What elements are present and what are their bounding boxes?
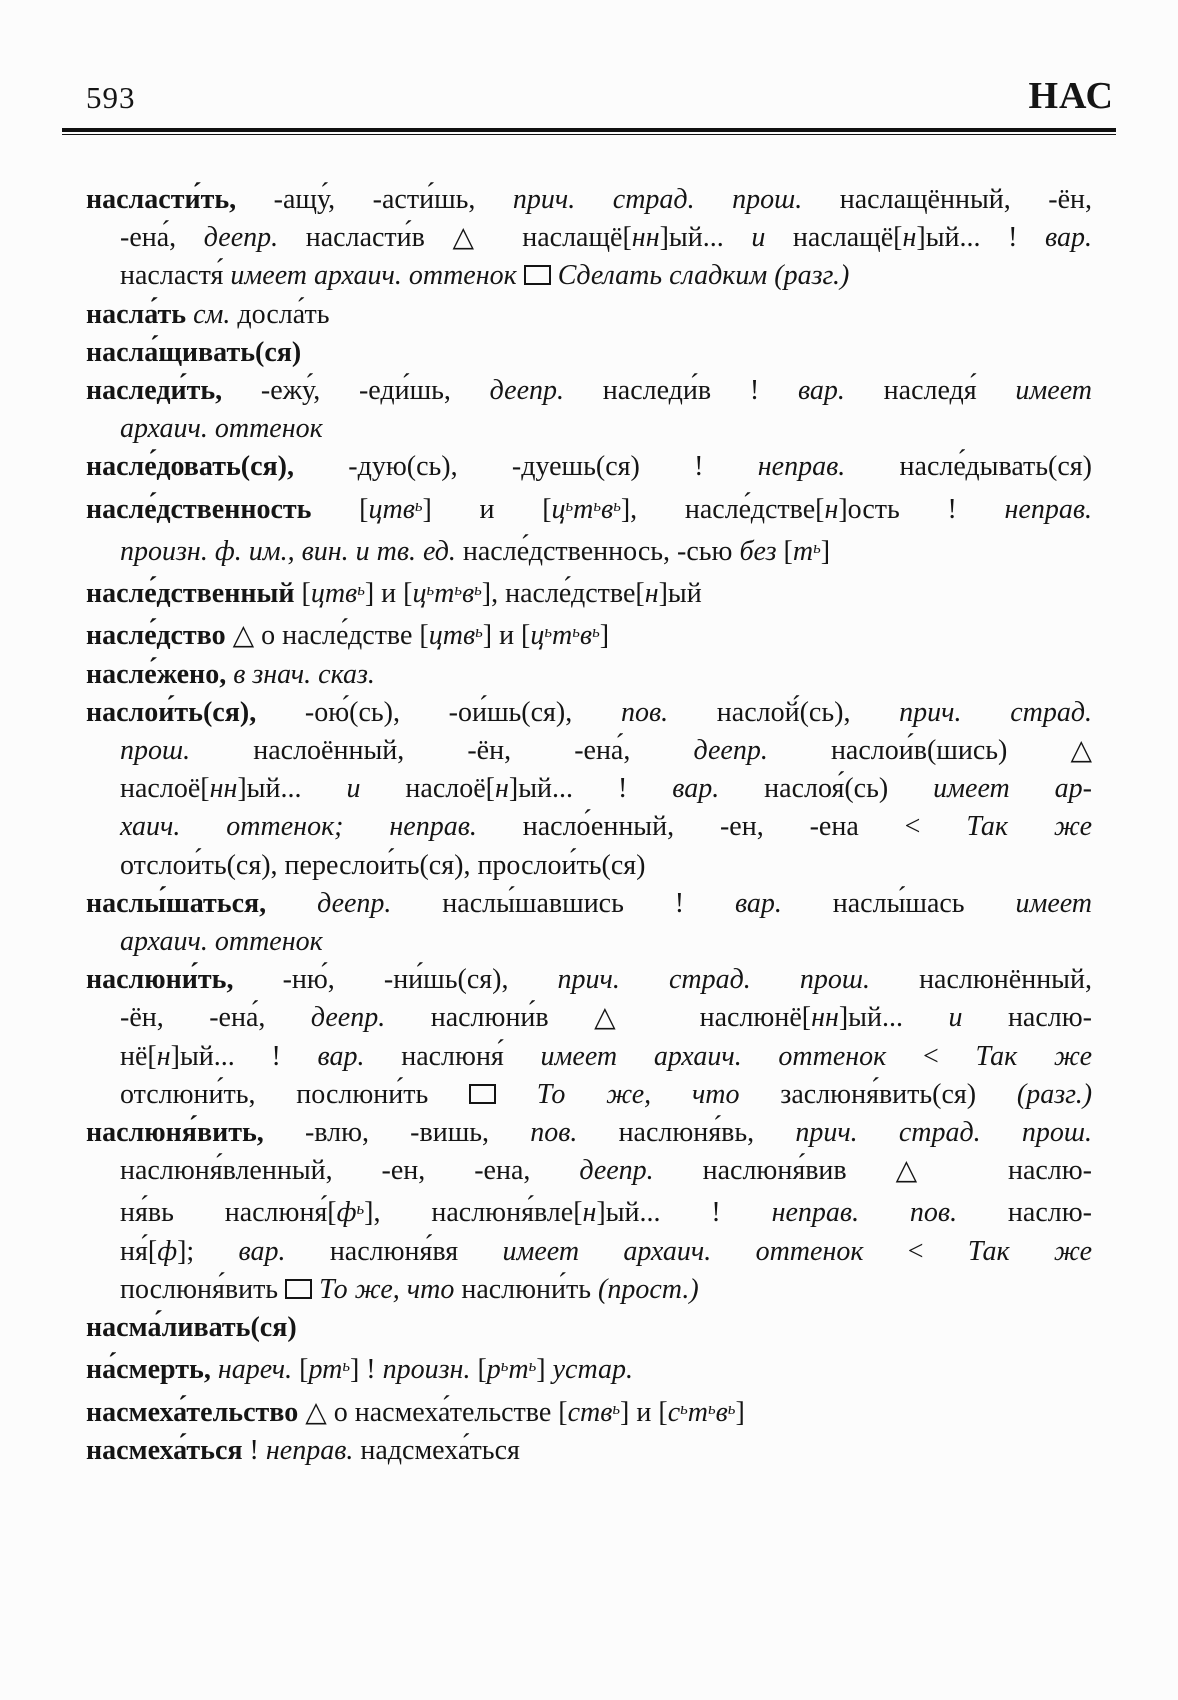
entry-segment: [: [776, 535, 793, 567]
entry-segment: имеет: [1015, 887, 1093, 919]
entry-segment: ] !: [349, 1354, 383, 1386]
entry-segment: ь: [593, 495, 602, 515]
entry-segment: надсмеха́ться: [353, 1434, 520, 1466]
entry-segment: ь: [544, 622, 553, 642]
headword: насле́дственный: [86, 578, 295, 610]
entry-segment: вар.: [1045, 222, 1093, 254]
entry-line: [86, 923, 1092, 961]
entry-segment: наслюня́: [364, 1040, 541, 1072]
entry-segment: имеет архаич. оттенок: [502, 1235, 864, 1267]
entry-segment: наследи́в !: [564, 375, 798, 407]
entry-segment: вар.: [672, 773, 720, 805]
entry-segment: цтв: [310, 578, 358, 610]
entry-segment: т: [508, 1354, 529, 1386]
entry-segment: ]ый: [658, 578, 702, 610]
entry-segment: наслюня́вив △ наслю-: [653, 1155, 1093, 1187]
entry-segment: наслюни́в △ наслюнё[: [385, 1002, 812, 1034]
entry-segment: наслой́(сь),: [668, 696, 900, 728]
entry-segment: ь: [528, 1356, 537, 1376]
entry-segment: ]ый...: [838, 1002, 949, 1034]
entry-segment: ь: [342, 1356, 350, 1376]
guide-word: НАС: [1028, 75, 1114, 117]
entry-segment: -влю, -вишь,: [263, 1117, 531, 1149]
entry-line: [86, 1152, 1092, 1190]
entry-segment: ]ый... !: [508, 773, 673, 805]
entry-segment: ц: [412, 578, 427, 610]
entry-segment: ] и [: [620, 1396, 668, 1428]
entry-segment: -ён, -ена́,: [120, 1002, 311, 1034]
entry-segment: наслоя́(сь): [719, 773, 934, 805]
entry-line: [86, 1076, 1092, 1114]
entry-segment: деепр.: [310, 1002, 386, 1034]
entry-segment: прич. страд. прош.: [512, 184, 803, 215]
headword: насла́щивать(ся): [86, 336, 302, 368]
entry-segment: наслащённый, -ён,: [802, 184, 1092, 215]
headword: насле́дство: [86, 620, 226, 652]
entry-segment: Так же: [975, 1040, 1092, 1072]
entry-line: [86, 1309, 1092, 1347]
entry-segment: вар.: [797, 375, 845, 407]
entry-segment: наслюня́вь,: [577, 1117, 796, 1149]
header-rule: [62, 128, 1116, 136]
entry-line: [86, 487, 1092, 529]
entry-segment: То же, что: [319, 1273, 455, 1305]
entry-segment: насласти́в △ наслащё[: [278, 222, 632, 254]
entry-segment: отслюни́ть, послюни́ть: [120, 1078, 469, 1110]
entry-segment: имеет: [1015, 375, 1092, 407]
entry-segment: и: [751, 222, 766, 254]
entry-segment: ь: [500, 1356, 509, 1376]
entry-segment: ь: [454, 580, 462, 600]
entry-segment: неправ.: [757, 451, 846, 483]
entry-line: [86, 770, 1092, 808]
definition-box-icon: [524, 265, 551, 285]
entry-segment: т: [687, 1396, 708, 1428]
entry-segment: прич. страд. прош.: [557, 964, 870, 996]
entry-segment: наслои́в(шись) △: [767, 735, 1092, 767]
entry-line: [86, 571, 1092, 613]
running-head: [62, 75, 1116, 124]
entry-segment: ь: [565, 495, 574, 515]
entry-segment: пов.: [620, 696, 669, 728]
entry-segment: Сделать сладким (разг.): [557, 260, 850, 292]
entry-segment: ь: [612, 1398, 621, 1418]
entry-line: [86, 808, 1092, 846]
entry-line: [86, 613, 1092, 655]
entry-segment: △ о насле́дстве [: [225, 620, 429, 652]
entry-segment: [496, 1079, 537, 1110]
headword: на́смерть,: [86, 1354, 211, 1386]
entry-segment: т: [792, 535, 814, 567]
entry-line: [86, 1190, 1092, 1232]
headword: насла́ть: [86, 298, 187, 330]
entry-segment: архаич. оттенок: [120, 926, 323, 958]
entry-segment: н: [824, 493, 839, 525]
entry-line: [86, 1114, 1092, 1152]
headword: наслы́шаться,: [86, 887, 267, 919]
entry-segment: деепр.: [579, 1155, 654, 1187]
entry-segment: насло́енный, -ен, -ена <: [476, 811, 967, 843]
header-rule-thin: [62, 134, 1116, 136]
headword: насмеха́тельство: [86, 1396, 299, 1428]
entry-segment: рт: [308, 1354, 343, 1386]
entry-line: [86, 885, 1092, 923]
entry-segment: ф: [336, 1197, 357, 1229]
entry-segment: отслои́ть(ся), переслои́ть(ся), прослои́ть(ся): [120, 849, 646, 881]
entry-segment: ]: [599, 620, 610, 652]
entry-segment: -ою́(сь), -ои́шь(ся),: [256, 696, 621, 728]
entry-line: [86, 448, 1092, 486]
entry-segment: ], насле́дстве[: [481, 578, 645, 610]
entry-line: [86, 1347, 1092, 1389]
entry-line: [86, 372, 1092, 410]
headword: наслюни́ть,: [86, 964, 234, 996]
entry-segment: [: [470, 1354, 487, 1386]
entry-segment: ]ый... !: [170, 1040, 318, 1072]
entry-segment: деепр.: [489, 375, 565, 407]
entry-segment: ь: [356, 1199, 365, 1219]
entry-segment: насластя́: [120, 260, 231, 292]
entry-segment: ств: [567, 1396, 613, 1428]
entry-segment: см.: [193, 298, 231, 330]
entry-segment: т: [434, 578, 455, 610]
entry-segment: -ена́,: [120, 222, 204, 254]
entry-segment: архаич. оттенок: [120, 413, 323, 445]
entry-segment: △ о насмеха́тельстве [: [298, 1396, 568, 1428]
entry-segment: ь: [680, 1398, 688, 1418]
page-number: 593: [86, 80, 136, 115]
entry-segment: с: [667, 1396, 681, 1428]
entry-line: [86, 694, 1092, 732]
entry-segment: (прост.): [598, 1273, 699, 1305]
entry-segment: неправ. пов.: [771, 1197, 958, 1229]
entry-segment: ], насле́дстве[: [620, 493, 825, 525]
entry-segment: ]: [536, 1354, 553, 1386]
entry-segment: Так же: [966, 811, 1092, 843]
entry-text: [86, 181, 1092, 1470]
entry-segment: ь: [813, 537, 821, 557]
entry-segment: прич. страд. прош.: [795, 1117, 1092, 1149]
entry-segment: в: [715, 1396, 728, 1428]
entry-line: [86, 1390, 1092, 1432]
entry-segment: [: [311, 493, 369, 525]
entry-segment: наслы́шась: [781, 887, 1016, 919]
entry-segment: цтв: [368, 493, 415, 525]
entry-line: [86, 181, 1092, 219]
entry-segment: -ежу́, -еди́шь,: [222, 375, 490, 407]
entry-segment: в знач. сказ.: [233, 658, 375, 690]
entry-segment: ц: [530, 620, 545, 652]
entry-segment: ]ый... !: [916, 222, 1046, 254]
entry-segment: неправ.: [265, 1434, 354, 1466]
entry-segment: [: [294, 578, 311, 610]
headword: насмеха́ться: [86, 1434, 243, 1466]
entry-segment: ь: [572, 622, 580, 642]
entry-line: [86, 334, 1092, 372]
entry-segment: [551, 260, 558, 291]
entry-segment: наслюня́вленный, -ен, -ена,: [120, 1155, 580, 1187]
entry-segment: н: [902, 222, 917, 254]
entry-segment: ц: [551, 493, 566, 525]
entry-segment: -ню́, -ни́шь(ся),: [233, 964, 558, 996]
headword: насле́дственность: [86, 493, 312, 525]
entry-segment: послюня́вить: [120, 1273, 286, 1305]
entry-segment: ];: [177, 1235, 239, 1267]
entry-segment: произн.: [382, 1354, 471, 1386]
entry-segment: <: [886, 1040, 976, 1072]
entry-segment: наслы́шавшись !: [391, 887, 735, 919]
entry-line: [86, 257, 1092, 295]
definition-box-icon: [285, 1279, 312, 1299]
entry-line: [86, 732, 1092, 770]
headword: насле́довать(ся),: [86, 451, 294, 483]
entry-segment: пов.: [530, 1117, 578, 1149]
entry-segment: наследя́: [844, 375, 1016, 407]
entry-segment: неправ.: [1004, 493, 1092, 525]
entry-segment: нареч.: [217, 1354, 293, 1386]
entry-segment: [266, 888, 317, 919]
entry-segment: прич. страд.: [899, 696, 1093, 728]
entry-segment: То же, что: [536, 1078, 740, 1110]
entry-segment: ь: [475, 622, 483, 642]
entry-line: [86, 1271, 1092, 1309]
entry-segment: [: [292, 1354, 309, 1386]
entry-segment: наслащё[: [765, 222, 903, 254]
entry-segment: ]ый...: [659, 222, 752, 254]
entry-segment: ь: [474, 580, 482, 600]
entry-segment: (разг.): [1016, 1078, 1093, 1110]
entry-segment: вар.: [238, 1235, 286, 1267]
entry-segment: вар.: [734, 887, 782, 919]
entry-line: [86, 847, 1092, 885]
headword: насласти́ть,: [86, 184, 237, 215]
entry-segment: ь: [592, 622, 600, 642]
entry-segment: ня́[: [120, 1235, 158, 1267]
entry-segment: ], наслюня́вле[: [364, 1197, 583, 1229]
entry-segment: имеет архаич. оттенок: [230, 260, 517, 292]
entry-segment: вар.: [317, 1040, 365, 1072]
entry-segment: хаич. оттенок; неправ.: [120, 811, 477, 843]
entry-segment: в: [601, 493, 614, 525]
entry-segment: заслюня́вить(ся): [739, 1078, 1017, 1110]
entry-segment: без: [739, 535, 777, 567]
entry-segment: ]ый... !: [596, 1197, 772, 1229]
entry-segment: в: [579, 620, 593, 652]
headword: наслюня́вить,: [86, 1117, 264, 1149]
definition-box-icon: [469, 1084, 496, 1104]
entry-line: [86, 529, 1092, 571]
entry-segment: имеет ар-: [933, 773, 1092, 805]
entry-segment: [517, 260, 524, 291]
entry-segment: произн. ф. им., вин. и тв. ед.: [120, 535, 456, 567]
entry-segment: нн: [209, 773, 238, 805]
entry-segment: наслюня́вя: [285, 1235, 503, 1267]
entry-segment: -ащу́, -асти́шь,: [236, 184, 513, 215]
entry-segment: прош.: [120, 735, 191, 767]
entry-line: [86, 1432, 1092, 1470]
entry-segment: Так же: [967, 1235, 1092, 1267]
headword: насма́ливать(ся): [86, 1312, 297, 1344]
entry-segment: ь: [426, 580, 435, 600]
entry-segment: н: [582, 1197, 597, 1229]
entry-segment: наслюнённый,: [870, 964, 1092, 996]
entry-segment: насле́дственнось, -сью: [455, 535, 740, 567]
entry-segment: наслюни́ть: [454, 1273, 599, 1305]
entry-line: [86, 999, 1092, 1037]
entry-segment: и: [948, 1002, 963, 1034]
entry-segment: имеет архаич. оттенок: [540, 1040, 887, 1072]
entry-segment: в: [461, 578, 475, 610]
entry-segment: т: [552, 620, 573, 652]
entry-segment: [211, 1354, 218, 1385]
entry-line: [86, 296, 1092, 334]
entry-segment: -дую(сь), -дуешь(ся) !: [293, 451, 758, 483]
entry-line: [86, 410, 1092, 448]
entry-segment: ь: [414, 495, 423, 515]
entry-segment: ня́вь наслюня́[: [120, 1197, 337, 1229]
entry-segment: нё[: [120, 1040, 157, 1072]
entry-segment: наслоё[: [360, 773, 495, 805]
entry-segment: ь: [357, 580, 365, 600]
headword: наследи́ть,: [86, 375, 223, 407]
entry-segment: устар.: [552, 1354, 634, 1386]
entry-segment: !: [242, 1434, 266, 1466]
entry-segment: н: [494, 773, 509, 805]
entry-segment: деепр.: [693, 735, 768, 767]
entry-line: [86, 1038, 1092, 1076]
entry-segment: ь: [727, 1398, 736, 1418]
entry-line: [86, 961, 1092, 999]
entry-segment: нн: [811, 1002, 839, 1034]
entry-segment: деепр.: [203, 222, 279, 254]
entry-segment: ] и [: [364, 578, 413, 610]
entry-segment: досла́ть: [230, 298, 330, 330]
entry-segment: наслю-: [962, 1002, 1093, 1034]
entry-segment: ] и [: [482, 620, 531, 652]
entry-segment: р: [486, 1354, 501, 1386]
entry-line: [86, 656, 1092, 694]
entry-segment: ]: [735, 1396, 745, 1428]
entry-line: [86, 1233, 1092, 1271]
entry-segment: цтв: [428, 620, 476, 652]
header-rule-thick: [62, 128, 1116, 132]
entry-segment: ] и [: [422, 493, 552, 525]
entry-segment: ь: [708, 1398, 716, 1418]
entry-segment: насле́дывать(ся): [845, 451, 1092, 483]
entry-line: [86, 219, 1092, 257]
entry-segment: и: [346, 773, 361, 805]
entry-segment: ]ость !: [838, 493, 1005, 525]
entry-segment: наслоённый, -ён, -ена́,: [190, 735, 694, 767]
entry-segment: н: [156, 1040, 171, 1072]
entry-segment: ф: [157, 1235, 178, 1267]
entry-segment: наслю-: [957, 1197, 1092, 1229]
entry-segment: нн: [631, 222, 660, 254]
entry-segment: деепр.: [317, 887, 392, 919]
entry-segment: н: [644, 578, 659, 610]
entry-segment: ]: [820, 535, 831, 567]
entry-segment: ]ый...: [237, 773, 347, 805]
headword: насле́жено,: [86, 658, 227, 690]
entry-segment: ь: [613, 495, 621, 515]
entry-segment: <: [863, 1235, 968, 1267]
headword: наслои́ть(ся),: [86, 696, 257, 728]
entry-segment: наслоё[: [120, 773, 210, 805]
entry-segment: т: [573, 493, 594, 525]
